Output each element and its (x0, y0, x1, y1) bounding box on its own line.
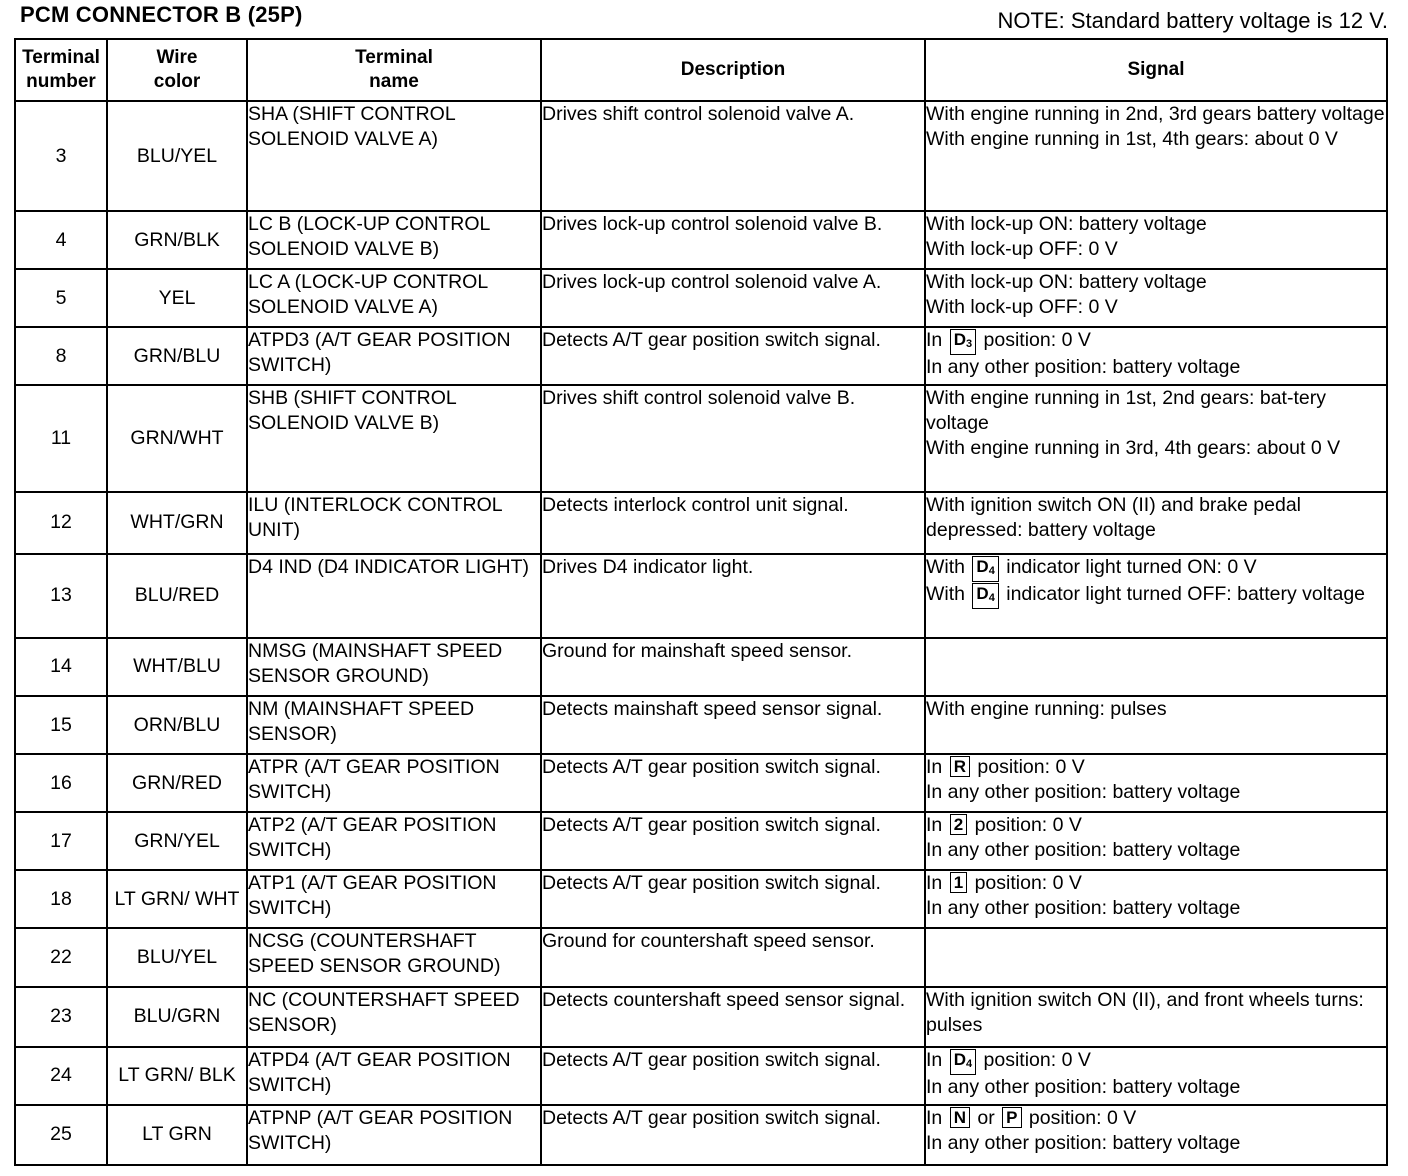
terminal-name: ATPNP (A/T GEAR POSITION SWITCH) (247, 1105, 541, 1165)
table-row (15, 812, 1387, 870)
terminal-name: ATPR (A/T GEAR POSITION SWITCH) (247, 754, 541, 812)
description: Ground for mainshaft speed sensor. (541, 638, 925, 696)
wire-color: YEL (107, 269, 247, 327)
signal (925, 696, 1387, 754)
box-letter: D (953, 1049, 966, 1069)
terminal-name: NC (COUNTERSHAFT SPEED SENSOR) (247, 987, 541, 1047)
description: Detects A/T gear position switch signal. (541, 812, 925, 870)
terminal-name: ILU (INTERLOCK CONTROL UNIT) (247, 492, 541, 554)
terminal-name: LC B (LOCK-UP CONTROL SOLENOID VALVE B) (247, 211, 541, 269)
terminal-number: 24 (15, 1047, 107, 1105)
signal-prefix: In (926, 756, 943, 779)
signal (925, 492, 1387, 554)
terminal-name: SHA (SHIFT CONTROL SOLENOID VALVE A) (247, 101, 541, 211)
pcm-connector-table (14, 38, 1388, 1166)
wire-color: GRN/BLK (107, 211, 247, 269)
shift-position-d4-icon (972, 583, 998, 609)
wire-color: GRN/BLU (107, 327, 247, 385)
shift-position-p-icon: P (1002, 1107, 1021, 1128)
terminal-name: NMSG (MAINSHAFT SPEED SENSOR GROUND) (247, 638, 541, 696)
signal-suffix: position: 0 V (983, 329, 1091, 352)
wire-color: GRN/YEL (107, 812, 247, 870)
signal-line: With engine running in 3rd, 4th gears: about 0 V (926, 437, 1341, 460)
terminal-number: 14 (15, 638, 107, 696)
signal-line (926, 555, 1386, 582)
terminal-number: 4 (15, 211, 107, 269)
table-row (15, 754, 1387, 812)
header-terminal-number-line2: number (26, 71, 96, 92)
description: Drives shift control solenoid valve B. (541, 385, 925, 491)
table-row (15, 928, 1387, 986)
terminal-number: 15 (15, 696, 107, 754)
wire-color: BLU/RED (107, 554, 247, 638)
terminal-number: 16 (15, 754, 107, 812)
signal-line: With ignition switch ON (II), and front wheels turns: pulses (926, 988, 1364, 1036)
wire-color: ORN/BLU (107, 696, 247, 754)
description: Detects interlock control unit signal. (541, 492, 925, 554)
signal (925, 327, 1387, 385)
terminal-number: 12 (15, 492, 107, 554)
signal (925, 554, 1387, 638)
terminal-name: LC A (LOCK-UP CONTROL SOLENOID VALVE A) (247, 269, 541, 327)
signal-line: With lock-up ON: battery voltage (926, 271, 1207, 294)
terminal-name: SHB (SHIFT CONTROL SOLENOID VALVE B) (247, 385, 541, 491)
box-letter: D (976, 583, 989, 603)
voltage-note: NOTE: Standard battery voltage is 12 V. (997, 8, 1388, 33)
table-row (15, 269, 1387, 327)
box-subscript: 4 (988, 564, 995, 577)
table-row (15, 492, 1387, 554)
terminal-number: 22 (15, 928, 107, 986)
shift-position-n-icon: N (950, 1107, 970, 1128)
signal-line: In any other position: battery voltage (926, 839, 1241, 862)
signal (925, 1047, 1387, 1105)
wire-color: LT GRN/ BLK (107, 1047, 247, 1105)
box-letter: D (976, 556, 989, 576)
signal-prefix: With (926, 582, 965, 605)
terminal-name: D4 IND (D4 INDICATOR LIGHT) (247, 554, 541, 638)
table-row (15, 696, 1387, 754)
description: Detects A/T gear position switch signal. (541, 1047, 925, 1105)
signal-prefix: In (926, 814, 943, 837)
shift-position-r-icon: R (950, 756, 970, 777)
signal-line: In any other position: battery voltage (926, 356, 1241, 379)
table-row (15, 101, 1387, 211)
terminal-name: ATP2 (A/T GEAR POSITION SWITCH) (247, 812, 541, 870)
description: Drives lock-up control solenoid valve B. (541, 211, 925, 269)
table-row (15, 554, 1387, 638)
signal (925, 101, 1387, 211)
header-terminal-number-line1: Terminal (22, 47, 100, 68)
signal-line: With engine running: pulses (926, 698, 1167, 721)
signal-line (926, 1106, 1386, 1131)
description: Detects A/T gear position switch signal. (541, 327, 925, 385)
signal-line (926, 755, 1386, 780)
wire-color: LT GRN (107, 1105, 247, 1165)
signal-line: With lock-up OFF: 0 V (926, 238, 1118, 261)
terminal-number: 3 (15, 101, 107, 211)
signal-suffix: position: 0 V (974, 872, 1082, 895)
signal (925, 754, 1387, 812)
table-row (15, 211, 1387, 269)
signal-line (926, 582, 1386, 609)
header-signal: Signal (925, 39, 1387, 101)
signal-line (926, 813, 1386, 838)
signal-suffix: position: 0 V (977, 756, 1085, 779)
signal-line: In any other position: battery voltage (926, 897, 1241, 920)
header-description: Description (541, 39, 925, 101)
signal-line (926, 328, 1386, 355)
shift-position-d3-icon (950, 329, 976, 355)
terminal-name: ATPD4 (A/T GEAR POSITION SWITCH) (247, 1047, 541, 1105)
terminal-name: NCSG (COUNTERSHAFT SPEED SENSOR GROUND) (247, 928, 541, 986)
signal-prefix: In (926, 872, 943, 895)
table-row (15, 385, 1387, 491)
signal-conjunction: or (977, 1106, 995, 1129)
signal-line: With engine running in 1st, 4th gears: about 0 V (926, 128, 1338, 150)
signal-prefix: In (926, 329, 943, 352)
signal (925, 211, 1387, 269)
box-subscript: 4 (965, 1057, 973, 1070)
signal-line: With lock-up OFF: 0 V (926, 296, 1118, 319)
wire-color: WHT/BLU (107, 638, 247, 696)
shift-position-d4-icon (972, 556, 998, 582)
signal-line: With engine running in 1st, 2nd gears: bat-tery voltage (926, 387, 1326, 435)
description: Detects A/T gear position switch signal. (541, 870, 925, 928)
signal-suffix: indicator light turned OFF: battery voltage (1006, 582, 1366, 605)
wire-color: BLU/YEL (107, 928, 247, 986)
header-wire-color-line1: Wire (156, 47, 198, 68)
terminal-number: 17 (15, 812, 107, 870)
terminal-name: ATPD3 (A/T GEAR POSITION SWITCH) (247, 327, 541, 385)
wire-color: LT GRN/ WHT (107, 870, 247, 928)
wire-color: BLU/YEL (107, 101, 247, 211)
header-wire-color (107, 39, 247, 101)
terminal-name: NM (MAINSHAFT SPEED SENSOR) (247, 696, 541, 754)
terminal-number: 8 (15, 327, 107, 385)
table-row (15, 1047, 1387, 1105)
signal-line (926, 871, 1386, 896)
header-terminal-number (15, 39, 107, 101)
box-subscript: 4 (988, 591, 995, 604)
box-letter: D (953, 330, 966, 350)
signal-prefix: In (926, 1048, 943, 1071)
signal-suffix: position: 0 V (983, 1048, 1091, 1071)
signal-line: In any other position: battery voltage (926, 781, 1241, 804)
terminal-number: 23 (15, 987, 107, 1047)
description: Detects countershaft speed sensor signal. (541, 987, 925, 1047)
signal-suffix: position: 0 V (1028, 1106, 1137, 1129)
signal (925, 812, 1387, 870)
signal-suffix: position: 0 V (974, 814, 1082, 837)
description: Detects A/T gear position switch signal. (541, 1105, 925, 1165)
terminal-number: 5 (15, 269, 107, 327)
terminal-number: 18 (15, 870, 107, 928)
header-wire-color-line2: color (153, 71, 201, 92)
signal-suffix: indicator light turned ON: 0 V (1006, 555, 1257, 578)
table-row (15, 638, 1387, 696)
signal-prefix: In (926, 1106, 943, 1129)
header-terminal-name (247, 39, 541, 101)
signal (925, 987, 1387, 1047)
table-row (15, 987, 1387, 1047)
terminal-number: 25 (15, 1105, 107, 1165)
shift-position-1-icon: 1 (950, 872, 967, 893)
signal-line: With lock-up ON: battery voltage (926, 213, 1207, 236)
signal-line: With ignition switch ON (II) and brake pedal depressed: battery voltage (926, 493, 1301, 541)
description: Drives shift control solenoid valve A. (541, 101, 925, 211)
table-row (15, 870, 1387, 928)
signal-line (926, 1048, 1386, 1075)
signal-line: With engine running in 2nd, 3rd gears battery voltage (926, 103, 1385, 125)
terminal-number: 11 (15, 385, 107, 491)
signal (925, 638, 1387, 696)
table-row (15, 1105, 1387, 1165)
terminal-name: ATP1 (A/T GEAR POSITION SWITCH) (247, 870, 541, 928)
signal (925, 269, 1387, 327)
wire-color: WHT/GRN (107, 492, 247, 554)
shift-position-2-icon: 2 (950, 814, 967, 835)
header-terminal-name-line2: name (369, 71, 419, 92)
signal (925, 1105, 1387, 1165)
description: Ground for countershaft speed sensor. (541, 928, 925, 986)
signal-prefix: With (926, 555, 965, 578)
signal-line: In any other position: battery voltage (926, 1131, 1241, 1154)
signal (925, 385, 1387, 491)
wire-color: BLU/GRN (107, 987, 247, 1047)
wire-color: GRN/RED (107, 754, 247, 812)
wire-color: GRN/WHT (107, 385, 247, 491)
header-row (15, 39, 1387, 101)
table-row (15, 327, 1387, 385)
signal (925, 870, 1387, 928)
box-subscript: 3 (965, 338, 973, 351)
header-terminal-name-line1: Terminal (355, 47, 433, 68)
shift-position-d4-icon (950, 1049, 976, 1075)
description: Detects mainshaft speed sensor signal. (541, 696, 925, 754)
description: Drives D4 indicator light. (541, 554, 925, 638)
terminal-number: 13 (15, 554, 107, 638)
description: Detects A/T gear position switch signal. (541, 754, 925, 812)
description: Drives lock-up control solenoid valve A. (541, 269, 925, 327)
page-title: PCM CONNECTOR B (25P) (20, 2, 303, 27)
signal (925, 928, 1387, 986)
signal-line: In any other position: battery voltage (926, 1075, 1241, 1098)
